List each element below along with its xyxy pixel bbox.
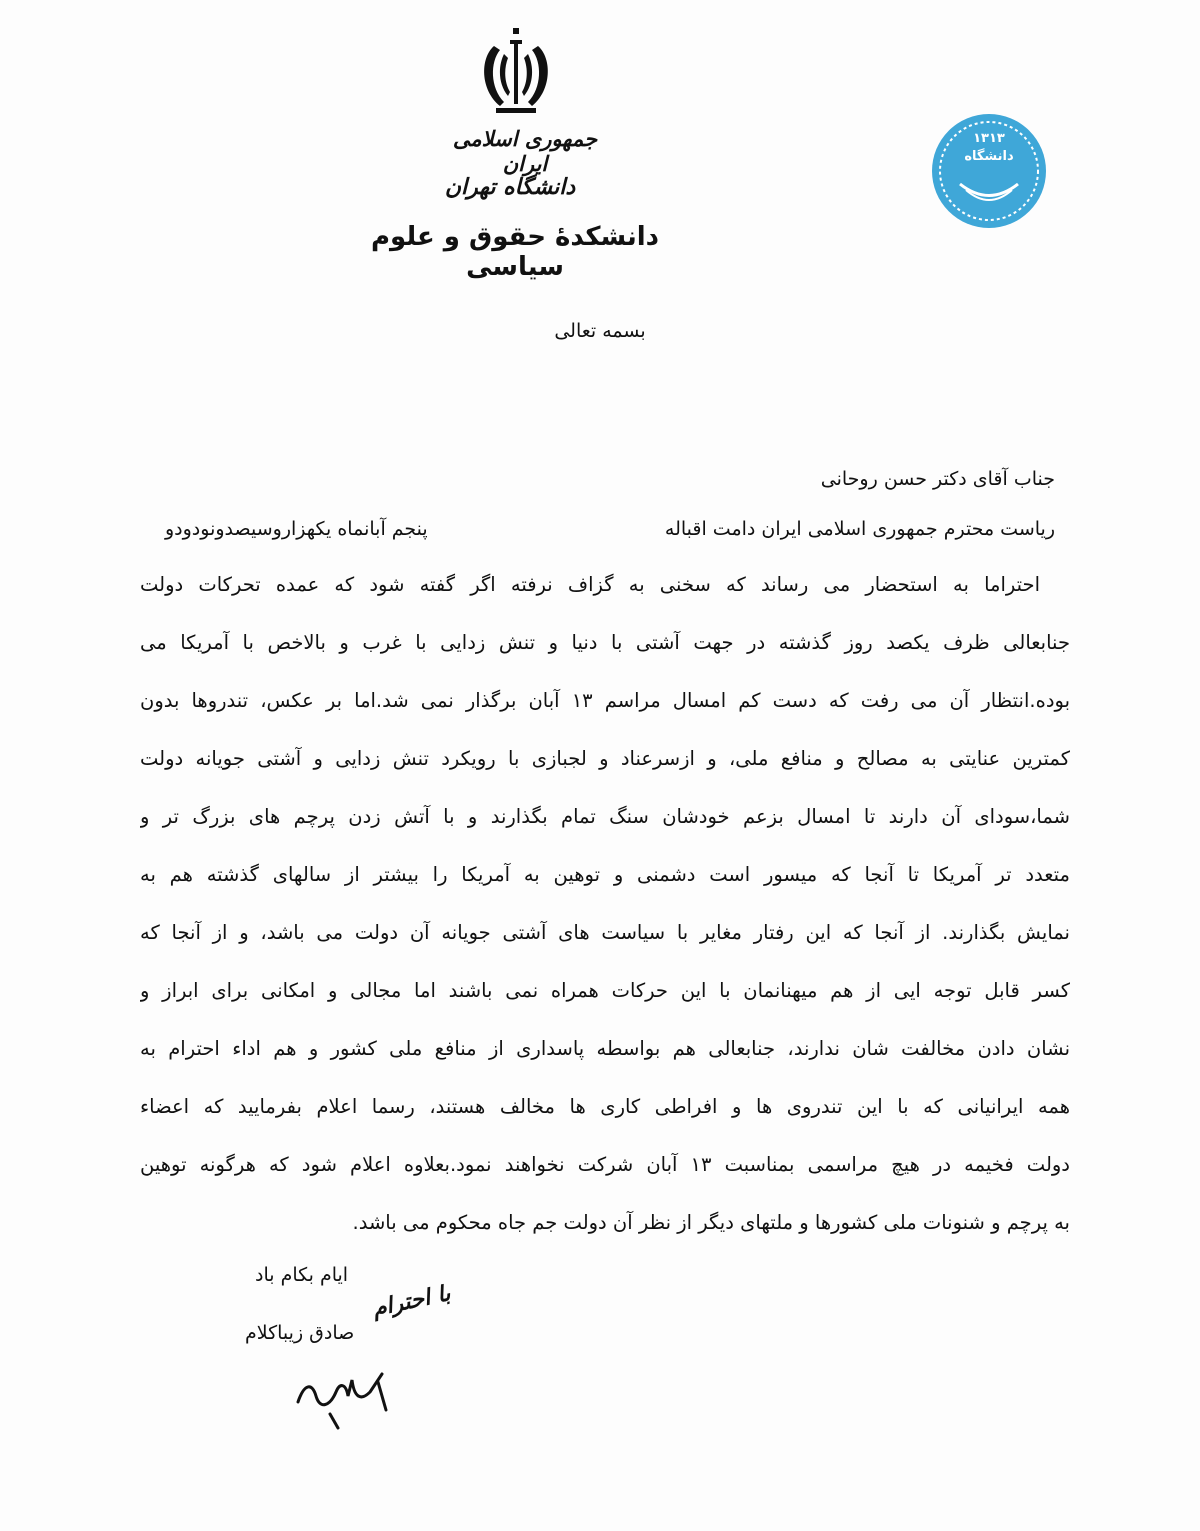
body-line: متعدد تر آمریکا تا آنجا که میسور است دشمنی و توهین به آمریکا را بیشتر از سالهای گذشته هم به	[140, 863, 1070, 886]
body-line: شما،سودای آن دارند تا امسال بزعم خودشان سنگ تمام بگذارند و با آتش زدن پرچم های بزرگ تر و	[140, 805, 1070, 828]
handwritten-regards: با احترام	[370, 1280, 453, 1322]
signatory-name: صادق زیباکلام	[245, 1322, 355, 1344]
seal-label: ۱۳۱۳ دانشگاه	[964, 131, 1014, 164]
body-line: کمترین عنایتی به مصالح و منافع ملی، و ازسرعناد و لجبازی با رویکرد تنش زدایی و آشتی جویانه دولت	[140, 747, 1070, 770]
body-line: احتراما به استحضار می رساند که سخنی به گزاف نرفته اگر گفته شود که عمده تحرکات دولت	[140, 573, 1040, 596]
body-line: همه ایرانیانی که با این تندروی ها و افراطی کاری ها مخالف هستند، رسما اعلام بفرمایید که اعضاء	[140, 1095, 1070, 1118]
letterhead-faculty: دانشکدهٔ حقوق و علوم سیاسی	[370, 222, 659, 282]
letterhead-university: دانشگاه تهران	[444, 174, 576, 200]
body-line: به پرچم و شنونات ملی کشورها و ملتهای دیگر از نظر آن دولت جم جاه محکوم می باشد.	[352, 1211, 1070, 1234]
iran-emblem-logo	[466, 24, 566, 124]
handwritten-signature	[290, 1362, 400, 1432]
body-line: بوده.انتظار آن می رفت که دست کم امسال مراسم ۱۳ آبان برگذار نمی شد.اما بر عکس، تندروها بدون	[140, 689, 1070, 712]
basmala-heading: بسمه تعالی	[554, 320, 646, 342]
letterhead-country: جمهوری اسلامی ایران	[452, 126, 598, 176]
recipient-line-2: ریاست محترم جمهوری اسلامی ایران دامت اقباله	[664, 518, 1055, 540]
closing-wish: ایام بکام باد	[255, 1264, 349, 1286]
body-line: کسر قابل توجه ایی از هم میهنانمان با این حرکات همراه نمی باشند اما مجالی و امکانی برای ابراز و	[140, 979, 1070, 1002]
body-line: جنابعالی ظرف یکصد روز گذشته در جهت آشتی با دنیا و تنش زدایی با غرب و بالاخص با آمریکا می	[140, 631, 1070, 654]
recipient-line-1: جناب آقای دکتر حسن روحانی	[820, 468, 1055, 490]
letter-date: پنجم آبانماه یکهزاروسیصدونودودو	[165, 518, 428, 540]
body-line: دولت فخیمه در هیچ مراسمی بمناسبت ۱۳ آبان شرکت نخواهند نمود.بعلاوه اعلام شود که هرگونه توهین	[140, 1153, 1070, 1176]
body-line: نشان دادن مخالفت شان ندارند، جنابعالی هم بواسطه پاسداری از منافع ملی کشور و هم اداء احترام به	[140, 1037, 1070, 1060]
body-line: نمایش بگذارند. از آنجا که این رفتار مغایر با سیاست های آشتی جویانه آن دولت می باشد، و از آنجا که	[140, 921, 1070, 944]
letter-body	[140, 556, 1070, 1252]
